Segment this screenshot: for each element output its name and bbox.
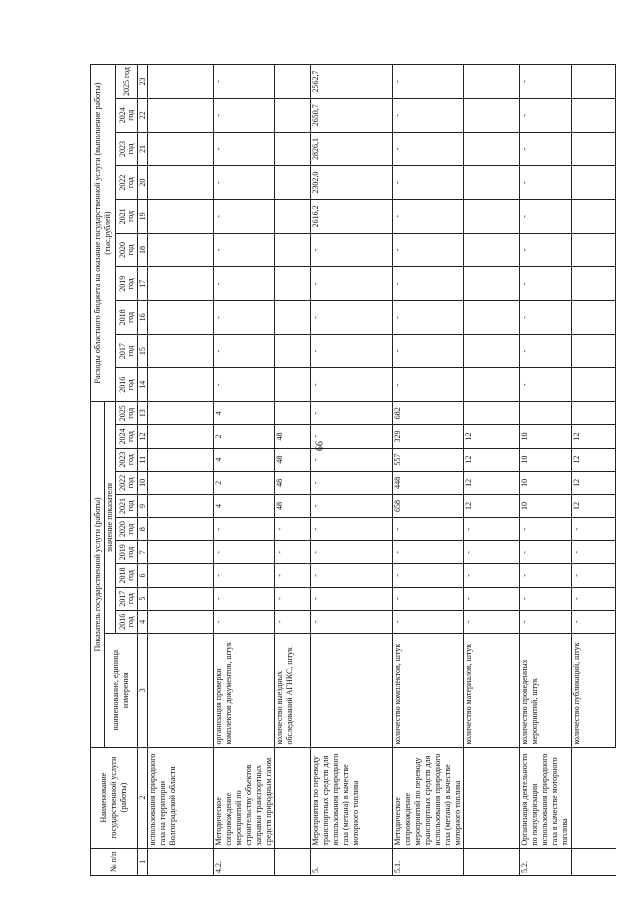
column-index: 23 [138, 65, 148, 99]
expense-value: - [393, 301, 464, 335]
indicator-value: - [393, 518, 464, 541]
expense-value [148, 65, 214, 99]
expense-value: - [311, 368, 393, 402]
header-num: № п/п [91, 848, 138, 875]
expense-value: - [520, 301, 572, 335]
column-index: 18 [138, 233, 148, 267]
expense-value: - [393, 98, 464, 132]
column-index: 19 [138, 200, 148, 234]
indicator-value: - [214, 518, 275, 541]
expense-value: - [214, 166, 275, 200]
expense-value [275, 200, 311, 234]
service-name: использования природного газа на территории Волгоградской области [148, 747, 214, 848]
indicator-value: - [464, 610, 520, 633]
value-year-header: 2023 год [116, 448, 138, 471]
indicator-value [148, 494, 214, 517]
indicator-value: - [393, 587, 464, 610]
indicator-value: - [275, 587, 311, 610]
indicator-value: 48 [275, 448, 311, 471]
indicator-value: - [464, 564, 520, 587]
indicator-value: 658 [393, 494, 464, 517]
indicator-value: - [311, 564, 393, 587]
column-index: 22 [138, 98, 148, 132]
indicator-value: 10 [520, 494, 572, 517]
expense-value: - [214, 334, 275, 368]
column-index: 3 [138, 633, 148, 747]
expense-value [275, 334, 311, 368]
indicator-value: 48 [275, 471, 311, 494]
table-row [520, 65, 572, 876]
expense-value [148, 368, 214, 402]
indicator-value: 48 [275, 425, 311, 448]
table-row [393, 65, 464, 876]
indicator-value: - [520, 610, 572, 633]
expense-value: - [393, 65, 464, 99]
indicator-name: количество материалов, штук [464, 633, 520, 747]
indicator-value: - [214, 564, 275, 587]
expense-value: - [393, 132, 464, 166]
indicator-value: - [572, 564, 616, 587]
expense-value [572, 301, 616, 335]
expense-value: - [520, 65, 572, 99]
expense-value [275, 267, 311, 301]
column-index: 6 [138, 564, 148, 587]
expense-value: - [520, 98, 572, 132]
indicator-value: - [275, 541, 311, 564]
indicator-value: 12 [572, 471, 616, 494]
expense-value [572, 98, 616, 132]
column-index: 7 [138, 541, 148, 564]
indicator-value: - [464, 587, 520, 610]
column-index: 20 [138, 166, 148, 200]
indicator-value: 4 [214, 402, 275, 425]
indicator-value: 2 [214, 471, 275, 494]
expense-value [464, 233, 520, 267]
row-number: 5.2. [520, 848, 572, 875]
service-name: Мероприятия по переводу транспортных средств для использования природного газа (метана) в качестве моторного топлива [311, 747, 393, 848]
value-year-header: 2019 год [116, 541, 138, 564]
indicator-value: 682 [393, 402, 464, 425]
indicator-value: 48 [275, 494, 311, 517]
column-index: 14 [138, 368, 148, 402]
row-number [148, 848, 214, 875]
value-year-header: 2024 год [116, 425, 138, 448]
indicator-value [148, 425, 214, 448]
expense-value: - [214, 200, 275, 234]
expense-value: - [214, 267, 275, 301]
row-number [464, 848, 520, 875]
column-index: 13 [138, 402, 148, 425]
expense-value: 2650,7 [311, 98, 393, 132]
expense-value [572, 368, 616, 402]
indicator-value: 2 [214, 425, 275, 448]
expense-value [275, 98, 311, 132]
expense-value [464, 267, 520, 301]
indicator-value [275, 402, 311, 425]
expense-value [148, 132, 214, 166]
indicator-value [520, 402, 572, 425]
indicator-value: - [311, 587, 393, 610]
value-year-header: 2018 год [116, 564, 138, 587]
indicator-value: 12 [572, 494, 616, 517]
indicator-value: - [520, 541, 572, 564]
expense-value [275, 368, 311, 402]
expense-value [572, 233, 616, 267]
column-index: 10 [138, 471, 148, 494]
indicator-value: 557 [393, 448, 464, 471]
expense-value: - [520, 334, 572, 368]
indicator-name: количество публикаций, штук [572, 633, 616, 747]
indicator-value: - [520, 564, 572, 587]
value-year-header: 2025 год [116, 402, 138, 425]
column-index: 21 [138, 132, 148, 166]
indicator-value: 12 [464, 494, 520, 517]
expense-year-header: 2017 год [116, 334, 138, 368]
indicator-value: 4 [214, 494, 275, 517]
expense-year-header: 2024 год [116, 98, 138, 132]
expense-value: 2826,1 [311, 132, 393, 166]
indicator-value: - [572, 610, 616, 633]
indicator-value: 12 [464, 471, 520, 494]
column-index: 9 [138, 494, 148, 517]
expense-value: - [393, 200, 464, 234]
expense-value: - [520, 166, 572, 200]
table-row [148, 65, 214, 876]
expense-value [464, 98, 520, 132]
indicator-value [148, 448, 214, 471]
indicator-value: - [311, 610, 393, 633]
column-index: 4 [138, 610, 148, 633]
table-row [311, 65, 393, 876]
column-index: 1 [138, 848, 148, 875]
expense-value: - [520, 267, 572, 301]
row-number: 5.1. [393, 848, 464, 875]
indicator-value: 10 [520, 425, 572, 448]
indicator-value: 12 [572, 425, 616, 448]
header-indicator-value: значение показателя [105, 402, 116, 634]
expense-year-header: 2019 год [116, 267, 138, 301]
table-row [214, 65, 275, 876]
expense-value: - [214, 65, 275, 99]
expense-value: - [393, 368, 464, 402]
indicator-value: - [393, 541, 464, 564]
indicator-value: 12 [464, 448, 520, 471]
indicator-value: - [572, 587, 616, 610]
value-year-header: 2016 год [116, 610, 138, 633]
expense-value [148, 166, 214, 200]
expense-value: 2616,2 [311, 200, 393, 234]
value-year-header: 2020 год [116, 518, 138, 541]
expense-value [275, 65, 311, 99]
expense-value: - [311, 301, 393, 335]
header-indicator-group: Показатель государственной услуги (работы) [91, 402, 105, 747]
column-index: 5 [138, 587, 148, 610]
expense-value: - [311, 334, 393, 368]
expense-value [572, 65, 616, 99]
indicator-value: 12 [572, 448, 616, 471]
column-index: 2 [138, 747, 148, 848]
expense-value [572, 334, 616, 368]
indicator-value [148, 587, 214, 610]
expense-value: - [214, 132, 275, 166]
header-indicator-name: наименование, единица измерения [105, 633, 138, 747]
expense-value [148, 233, 214, 267]
expense-value: - [311, 267, 393, 301]
expense-value [148, 334, 214, 368]
page-number: 99 [312, 441, 324, 451]
expense-value [464, 334, 520, 368]
indicator-value: 448 [393, 471, 464, 494]
indicator-value: - [311, 402, 393, 425]
expense-value: - [393, 166, 464, 200]
indicator-value: - [393, 564, 464, 587]
service-name [464, 747, 520, 848]
table-row [572, 65, 616, 876]
indicator-name: количество выездных обследований АГНКС, штук [275, 633, 311, 747]
services-table [90, 64, 616, 876]
table-row [464, 65, 520, 876]
expense-value [464, 65, 520, 99]
expense-value: - [520, 132, 572, 166]
expense-year-header: 2025 год [116, 65, 138, 99]
indicator-value [148, 518, 214, 541]
expense-value: - [214, 301, 275, 335]
value-year-header: 2022 год [116, 471, 138, 494]
rotated-document-table [90, 64, 640, 876]
expense-value: - [393, 334, 464, 368]
indicator-name [148, 633, 214, 747]
expense-value [148, 267, 214, 301]
expense-value [464, 166, 520, 200]
indicator-value: - [311, 471, 393, 494]
expense-value [572, 132, 616, 166]
expense-value [572, 200, 616, 234]
column-index: 15 [138, 334, 148, 368]
expense-value [464, 200, 520, 234]
indicator-value: - [520, 518, 572, 541]
row-number: 4.2. [214, 848, 275, 875]
expense-value: - [520, 233, 572, 267]
expense-value: - [520, 368, 572, 402]
header-expense: Расходы областного бюджета на оказание государственной услуги (выполнение работы) (тыс.рублей) [91, 65, 116, 402]
indicator-name: количество комплектов, штук [393, 633, 464, 747]
expense-year-header: 2023 год [116, 132, 138, 166]
expense-value: - [214, 368, 275, 402]
indicator-value: 10 [520, 448, 572, 471]
indicator-value: - [311, 541, 393, 564]
table-row [275, 65, 311, 876]
indicator-value: 10 [520, 471, 572, 494]
indicator-value: - [214, 610, 275, 633]
indicator-value [148, 541, 214, 564]
indicator-name [311, 633, 393, 747]
service-name [572, 747, 616, 848]
row-number [572, 848, 616, 875]
value-year-header: 2017 год [116, 587, 138, 610]
expense-value: - [520, 200, 572, 234]
service-name: Методическое сопровождение мероприятий по переводу транспортных средств для использования природного газа (метана) в качестве моторного топлива [393, 747, 464, 848]
indicator-value: - [520, 587, 572, 610]
expense-value [148, 200, 214, 234]
expense-year-header: 2018 год [116, 301, 138, 335]
indicator-value: - [572, 541, 616, 564]
indicator-value [572, 402, 616, 425]
expense-value [275, 301, 311, 335]
indicator-value [464, 402, 520, 425]
expense-value: - [393, 267, 464, 301]
expense-year-header: 2020 год [116, 233, 138, 267]
column-index: 16 [138, 301, 148, 335]
indicator-value: - [311, 425, 393, 448]
indicator-name: организация проверки комплектов документов, штук [214, 633, 275, 747]
expense-value [275, 233, 311, 267]
column-index: 8 [138, 518, 148, 541]
indicator-name: количество проведенных мероприятий, штук [520, 633, 572, 747]
indicator-value: - [275, 564, 311, 587]
indicator-value: - [464, 541, 520, 564]
service-name: Организация деятельности по популяризации использования природного газа в качестве моторного топлива [520, 747, 572, 848]
column-index: 11 [138, 448, 148, 471]
indicator-value [148, 471, 214, 494]
indicator-value: 4 [214, 448, 275, 471]
expense-value [275, 166, 311, 200]
expense-value [464, 132, 520, 166]
expense-value [464, 301, 520, 335]
indicator-value: 329 [393, 425, 464, 448]
indicator-value: - [572, 518, 616, 541]
indicator-value: - [311, 518, 393, 541]
expense-year-header: 2022 год [116, 166, 138, 200]
expense-value [572, 267, 616, 301]
expense-value [148, 98, 214, 132]
expense-value: - [311, 233, 393, 267]
indicator-value: - [275, 610, 311, 633]
expense-year-header: 2016 год [116, 368, 138, 402]
expense-value [148, 301, 214, 335]
indicator-value: - [311, 494, 393, 517]
indicator-value [148, 564, 214, 587]
expense-value: 2302,0 [311, 166, 393, 200]
indicator-value [148, 610, 214, 633]
expense-value: - [393, 233, 464, 267]
expense-value [572, 166, 616, 200]
service-name [275, 747, 311, 848]
expense-value: 2562,7 [311, 65, 393, 99]
column-index: 17 [138, 267, 148, 301]
indicator-value: - [214, 587, 275, 610]
expense-value [275, 132, 311, 166]
indicator-value [148, 402, 214, 425]
expense-value [464, 368, 520, 402]
expense-value: - [214, 98, 275, 132]
indicator-value: - [393, 610, 464, 633]
indicator-value: 12 [464, 425, 520, 448]
row-number [275, 848, 311, 875]
service-name: Методическое сопровождение мероприятий по строительству объектов заправки транспортных средств природным газом [214, 747, 275, 848]
expense-year-header: 2021 год [116, 200, 138, 234]
header-service: Наименование государственной услуги (работы) [91, 747, 138, 848]
column-index: 12 [138, 425, 148, 448]
value-year-header: 2021 год [116, 494, 138, 517]
indicator-value: - [311, 448, 393, 471]
indicator-value: - [464, 518, 520, 541]
row-number: 5. [311, 848, 393, 875]
indicator-value: - [275, 518, 311, 541]
expense-value: - [214, 233, 275, 267]
indicator-value: - [214, 541, 275, 564]
